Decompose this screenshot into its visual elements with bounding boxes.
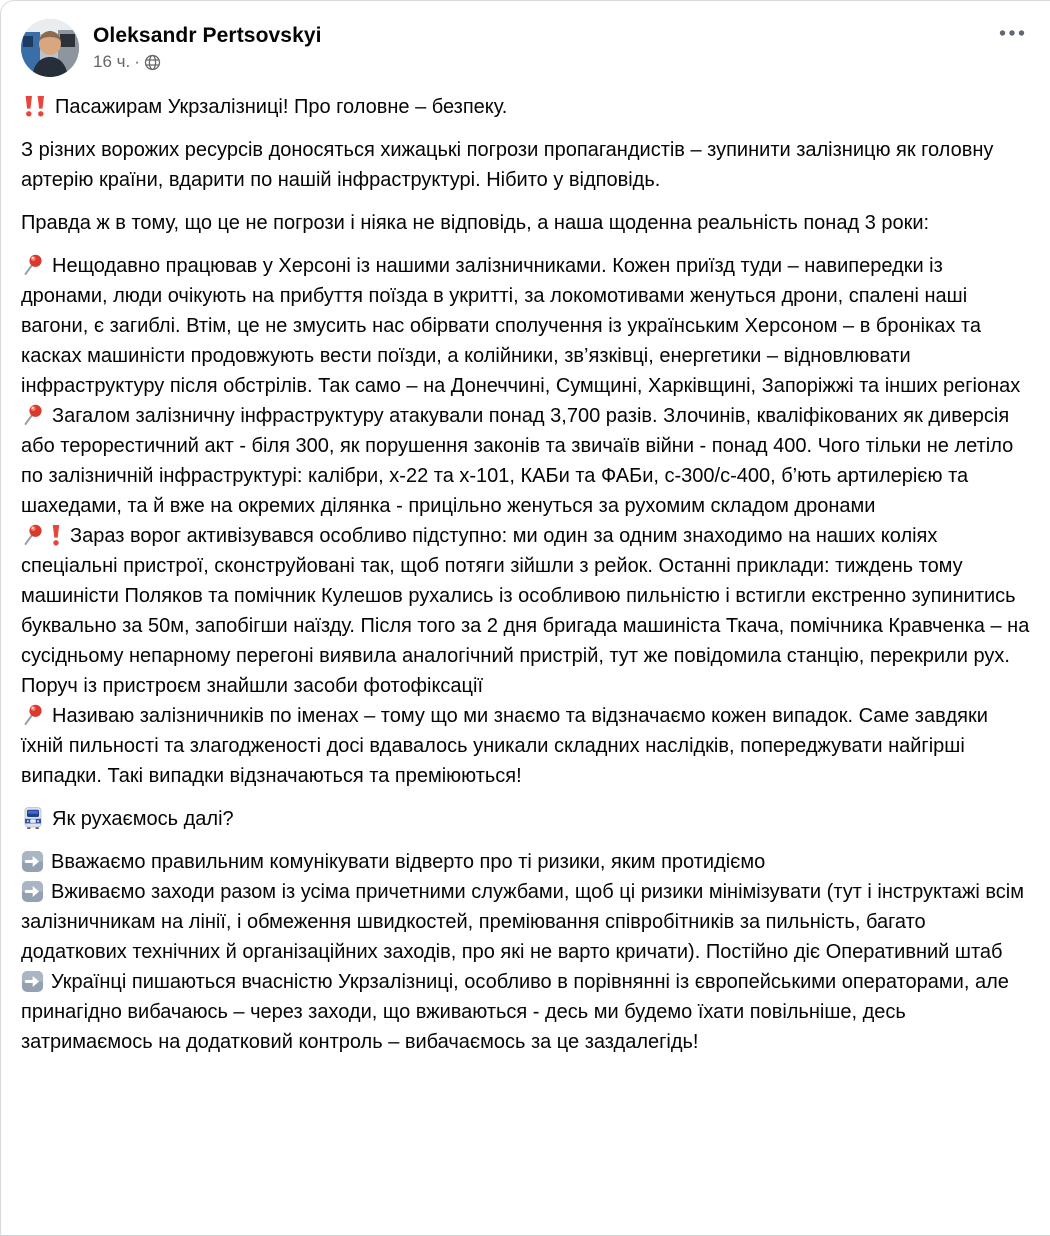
globe-icon [144, 54, 161, 71]
arrow-right-icon [21, 850, 44, 873]
post-paragraph [21, 208, 1030, 238]
post-content [21, 92, 1030, 1057]
paragraph-text: Вважаємо правильним комунікувати відверто про ті ризики, яким протидіємо [51, 851, 766, 873]
pushpin-icon [21, 403, 45, 427]
post-paragraph [21, 804, 1030, 834]
post-paragraph [21, 967, 1030, 1057]
paragraph-text: Називаю залізничників по іменах – тому що ми знаємо та відзначаємо кожен випадок. Саме завдяки їхній пильності та злагодженості досі вдавалось уникали складних наслідків, попереджувати найгірші випадки. Такі випадки відзначаються та преміюються! [21, 705, 988, 787]
arrow-right-icon [21, 880, 44, 903]
author-name[interactable]: Oleksandr Pertsovskyi [93, 24, 322, 47]
paragraph-text: Зараз ворог активізувався особливо підступно: ми один за одним знаходимо на наших коліях спеціальні пристрої, сконструйовані так, щоб потяги зійшли з рейок. Останні приклади: тиждень тому машиністи Поляков та помічник Кулешов рухались із особливою пильністю і встигли екстренно зупинитись буквально за 50м, запобігши наїзду. Після того за 2 дня бригада машиніста Ткача, помічника Кравченка – на сусідньому непарному перегоні виявила аналогічний пристрій, тут же повідомила станцію, перекрили рух. Поруч із пристроєм знайшли засоби фотофіксації [21, 525, 1030, 697]
post-paragraph [21, 401, 1030, 521]
post-header [21, 19, 1030, 77]
post-paragraph [21, 701, 1030, 791]
paragraph-text: Вживаємо заходи разом із усіма причетними службами, щоб ці ризики мінімізувати (тут і інструктажі всім залізничникам на лінії, і обмеження швидкостей, преміювання співробітників за пильність, багато додаткових технічних й організаційних заходів, про які не варто кричати). Постійно діє Оперативний штаб [21, 881, 1024, 963]
more-options-button[interactable] [988, 19, 1030, 43]
paragraph-text: З різних ворожих ресурсів доносяться хижацькі погрози пропагандистів – зупинити залізницю як головну артерію країни, вдарити по нашій інфраструктурі. Нібито у відповідь. [21, 139, 994, 191]
avatar[interactable] [21, 19, 79, 77]
post-paragraph [21, 521, 1030, 701]
paragraph-text: Нещодавно працював у Херсоні із нашими залізничниками. Кожен приїзд туди – навипередки із дронами, люди очікують на прибуття поїзда в укритті, за локомотивами женуться дрони, спалені наші вагони, є загиблі. Втім, це не змусить нас обірвати сполучення із українським Херсоном – в броніках та касках машиністи продовжують вести поїзди, а колійники, зв’язківці, енергетики – відновлювати інфраструктуру після обстрілів. Так само – на Донеччині, Сумщині, Харківщині, Запоріжжі та інших регіонах [21, 255, 1021, 397]
pushpin-icon [21, 703, 45, 727]
post-paragraph [21, 251, 1030, 401]
paragraph-text: Українці пишаються вчасністю Укрзалізниці, особливо в порівнянні із європейськими операторами, але принагідно вибачаюсь – через заходи, що вживаються - десь ми будемо їхати повільніше, десь затримаємось на додатковий контроль – вибачаємось за це заздалегідь! [21, 971, 1009, 1053]
paragraph-text: Пасажирам Укрзалізниці! Про головне – безпеку. [55, 96, 508, 118]
post-paragraph [21, 92, 1030, 122]
post-paragraph [21, 847, 1030, 877]
post-meta [93, 19, 322, 72]
post-paragraph [21, 135, 1030, 195]
paragraph-text: Загалом залізничну інфраструктуру атакували понад 3,700 разів. Злочинів, кваліфікованих як диверсія або терорестичний акт - біля 300, як порушення законів та звичаїв війни - понад 400. Чого тільки не летіло по залізничній інфраструктурі: калібри, х-22 та х-101, КАБи та ФАБи, с-300/с-400, б’ють артилерією та шахедами, та й вже на окремих ділянка - прицільно женуться за рухомим складом дронами [21, 405, 1014, 517]
double-exclamation-icon [21, 94, 48, 118]
pushpin-icon [21, 253, 45, 277]
meta-separator: · [134, 52, 140, 72]
red-exclamation-icon [49, 523, 63, 547]
arrow-right-icon [21, 970, 44, 993]
paragraph-text: Як рухаємось далі? [52, 808, 234, 830]
pushpin-icon [21, 523, 45, 547]
timestamp[interactable]: 16 ч. [93, 52, 131, 72]
post-paragraph [21, 877, 1030, 967]
paragraph-text: Правда ж в тому, що це не погрози і ніяка не відповідь, а наша щоденна реальність понад 3 роки: [21, 212, 930, 234]
train-icon [21, 806, 45, 830]
